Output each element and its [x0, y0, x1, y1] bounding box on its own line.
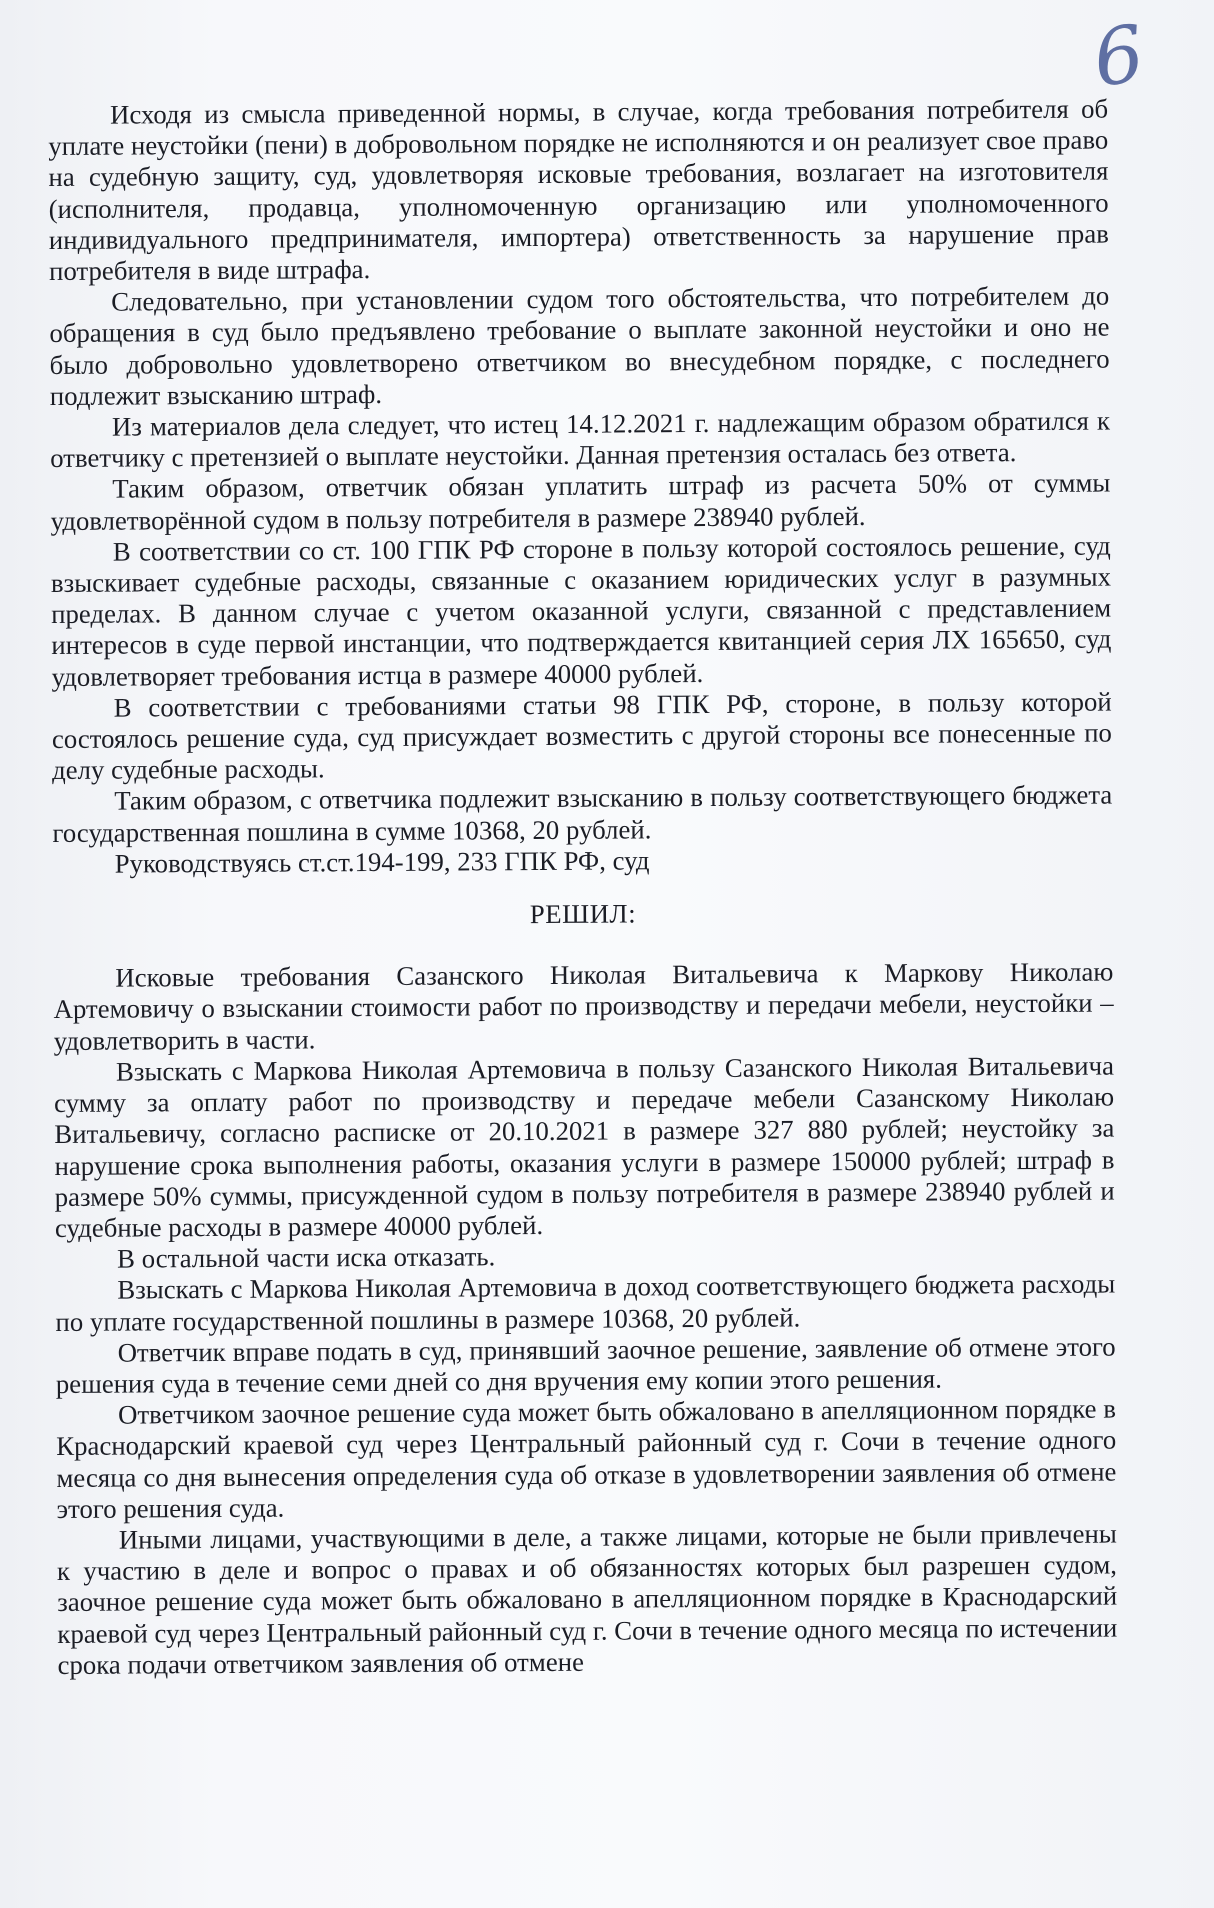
- paragraph: Таким образом, с ответчика подлежит взысканию в пользу соответствующего бюджета государственная пошлина в сумме 10368, 20 рублей.: [52, 779, 1113, 848]
- document-text: [48, 94, 1118, 1681]
- decision-heading: РЕШИЛ:: [529, 898, 637, 930]
- paragraph: Исходя из смысла приведенной нормы, в случае, когда требования потребителя об уплате неустойки (пени) в добровольном порядке не исполняются и он реализует свое право на судебную защиту, суд, удовлетворяя исковые требования, возлагает на изготовителя (исполнителя, продавца, уполномоченную организацию или уполномоченного индивидуального предпринимателя, импортера) ответственность за нарушение прав потребителя в виде штрафа.: [48, 93, 1109, 287]
- handwritten-page-number: 6: [1088, 8, 1151, 106]
- decision-paragraph: Иными лицами, участвующими в деле, а также лицами, которые не были привлечены к участию в деле и вопрос о правах и об обязанностях которых был разрешен судом, заочное решение суда может быть обжаловано в апелляционном порядке в Краснодарский краевой суд через Центральный районный суд г. Сочи в течение одного месяца по истечении срока подачи ответчиком заявления об отмене: [56, 1518, 1118, 1680]
- paragraph: В соответствии с требованиями статьи 98 ГПК РФ, стороне, в пользу которой состоялось решение суда, суд присуждает возместить с другой стороны все понесенные по делу судебные расходы.: [51, 686, 1112, 786]
- paragraph: В соответствии со ст. 100 ГПК РФ стороне в пользу которой состоялось решение, суд взыскивает судебные расходы, связанные с оказанием юридических услуг в разумных пределах. В данном случае с учетом оказанной услуги, связанной с представлением интересов в суде первой инстанции, что подтверждается квитанцией серия ЛХ 165650, суд удовлетворяет требования истца в размере 40000 рублей.: [50, 530, 1112, 692]
- decision-paragraph: В остальной части иска отказать.: [116, 1241, 496, 1274]
- decision-paragraph: Взыскать с Маркова Николая Артемовича в доход соответствующего бюджета расходы по уплате государственной пошлины в размере 10368, 20 рублей.: [55, 1268, 1116, 1337]
- paragraph: Руководствуясь ст.ст.194-199, 233 ГПК РФ, суд: [114, 845, 650, 879]
- decision-paragraph: Исковые требования Сазанского Николая Витальевича к Маркову Николаю Артемовичу о взыскании стоимости работ по производству и передачи мебели, неустойки – удовлетворить в части.: [53, 956, 1114, 1056]
- decision-paragraph: Ответчиком заочное решение суда может быть обжаловано в апелляционном порядке в Краснодарский краевой суд через Центральный районный суд г. Сочи в течение одного месяца со дня вынесения определения суда об отказе в удовлетворении заявления об отмене этого решения суда.: [56, 1393, 1117, 1524]
- paragraph: Следовательно, при установлении судом того обстоятельства, что потребителем до обращения в суд было предъявлено требование о выплате законной неустойки и оно не было добровольно удовлетворено ответчиком во внесудебном порядке, с последнего подлежит взысканию штраф.: [49, 280, 1110, 411]
- paragraph: Из материалов дела следует, что истец 14.12.2021 г. надлежащим образом обратился к ответчику с претензией о выплате неустойки. Данная претензия осталась без ответа.: [50, 405, 1111, 474]
- decision-paragraph: Ответчик вправе подать в суд, принявший заочное решение, заявление об отмене этого решения суда в течение семи дней со дня вручения ему копии этого решения.: [55, 1331, 1116, 1399]
- decision-paragraph: Взыскать с Маркова Николая Артемовича в пользу Сазанского Николая Витальевича сумму за оплату работ по производству и передаче мебели Сазанскому Николаю Витальевичу, согласно расписке от 20.10.2021 в размере 327 880 рублей; неустойку за нарушение срока выполнения работы, оказания услуги в размере 150000 рублей; штраф в размере 50% суммы, присужденной судом в пользу потребителя в размере 238940 рублей и судебные расходы в размере 40000 рублей.: [54, 1050, 1115, 1243]
- paragraph: Таким образом, ответчик обязан уплатить штраф из расчета 50% от суммы удовлетворённой судом в пользу потребителя в размере 238940 рублей.: [50, 467, 1111, 536]
